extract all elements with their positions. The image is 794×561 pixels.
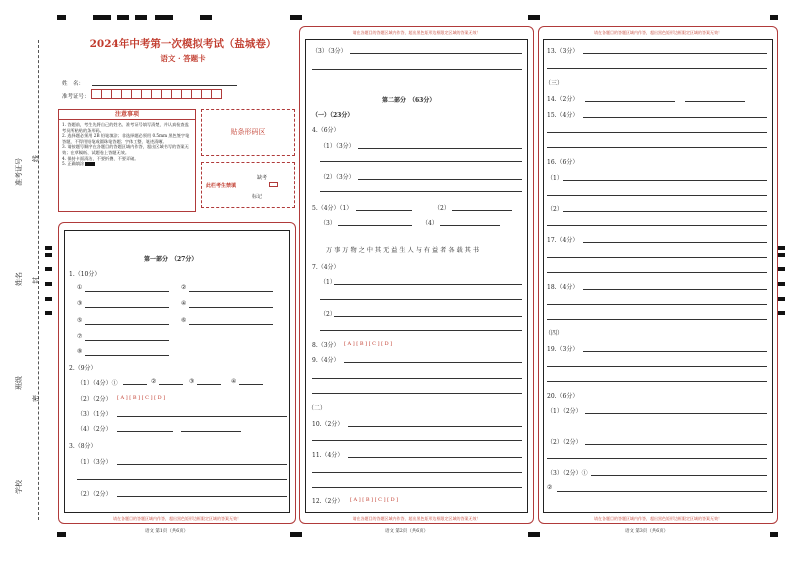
absent-mark-box[interactable] <box>269 182 278 187</box>
timing-mark <box>778 246 785 250</box>
timing-mark <box>778 311 785 315</box>
timing-mark <box>135 15 147 20</box>
answer-line[interactable] <box>117 464 287 465</box>
q2-3-label: （3）（1分） <box>77 411 112 418</box>
page-footer-1: 语文 第1页（共6页） <box>145 529 189 534</box>
answer-line[interactable] <box>547 458 767 459</box>
answer-line[interactable] <box>583 53 767 54</box>
timing-mark <box>528 532 540 537</box>
answer-line[interactable] <box>334 284 522 285</box>
q5-2-label: （2） <box>434 205 450 212</box>
answer-line[interactable] <box>344 362 522 363</box>
answer-line[interactable] <box>320 161 522 162</box>
answer-line[interactable] <box>547 366 767 367</box>
timing-mark <box>57 532 66 537</box>
margin-seal: 封 <box>32 277 40 284</box>
notes-item: 1. 答题前，考生先将自己的姓名、准考证号填写清楚，并认真检查监考员所粘贴的条形码。 <box>62 122 189 133</box>
q16-1-label: （1） <box>547 175 563 182</box>
q16-2-label: （2） <box>547 206 563 213</box>
timing-mark <box>200 15 212 20</box>
answer-line[interactable] <box>358 148 522 149</box>
answer-line[interactable] <box>312 378 522 379</box>
q13-label: 13.（3分） <box>547 48 579 55</box>
q7-2-label: （2） <box>320 311 336 318</box>
q2-2-label: （2）（2分） <box>77 396 112 403</box>
timing-mark <box>528 15 540 20</box>
exam-no-label: 准考证号： <box>62 94 90 100</box>
q10-label: 10.（2分） <box>312 421 344 428</box>
answer-line[interactable] <box>312 487 522 488</box>
timing-mark <box>155 15 173 20</box>
name-label: 姓 名： <box>62 81 85 87</box>
section-2-label: （二） <box>308 405 327 412</box>
answer-line[interactable] <box>591 475 767 476</box>
q14-label: 14.（2分） <box>547 96 579 103</box>
answer-line[interactable] <box>117 431 173 432</box>
answer-line[interactable] <box>312 69 522 70</box>
answer-line[interactable] <box>547 381 767 382</box>
notice-top: 请在各题目的答题区域内作答，超出黑色矩形边框限定区域的答案无效！ <box>352 30 481 35</box>
notice-bottom: 请在各题目的答题区域内作答，超出黑色矩形边框限定区域的答案无效！ <box>113 516 241 521</box>
answer-line[interactable] <box>77 479 287 480</box>
answer-line[interactable] <box>123 384 147 385</box>
q17-label: 17.（4分） <box>547 237 579 244</box>
exam-no-boxes[interactable] <box>92 89 222 101</box>
section-3-label: （三） <box>545 80 564 87</box>
page-title: 2024年中考第一次模拟考试（盐城卷） <box>89 38 277 50</box>
answer-line[interactable] <box>334 316 522 317</box>
q20-3-label: （3）（2分）① <box>547 470 588 477</box>
timing-mark <box>45 267 52 271</box>
q1-item: ⑧ <box>77 348 83 355</box>
answer-line[interactable] <box>547 68 767 69</box>
timing-mark <box>770 532 778 537</box>
notes-title: 注意事项 <box>59 110 195 120</box>
notice-bottom: 请在各题目的答题区域内作答，超出黑色矩形边框限定区域的答案无效！ <box>352 516 481 521</box>
answer-line[interactable] <box>312 393 522 394</box>
q2-1-label: （1）（4分）① <box>77 380 118 387</box>
part1-title: 第一部分 （27分） <box>144 256 198 263</box>
answer-line[interactable] <box>312 440 522 441</box>
answer-line[interactable] <box>452 210 512 211</box>
q8-choices[interactable]: [ A ] [ B ] [ C ] [ D ] <box>344 341 393 347</box>
timing-mark <box>778 282 785 286</box>
q7-1-label: （1） <box>320 279 336 286</box>
q-top-label: （3）（3分） <box>312 48 347 55</box>
answer-line[interactable] <box>85 324 169 325</box>
name-field[interactable] <box>92 85 237 86</box>
answer-line[interactable] <box>85 340 169 341</box>
answer-line[interactable] <box>85 291 169 292</box>
section-1-label: （一）（23分） <box>312 112 354 119</box>
answer-line[interactable] <box>440 225 500 226</box>
q9-label: 9.（4分） <box>312 357 340 364</box>
q4-1-label: （1）（3分） <box>320 143 355 150</box>
q6-sentence: 万 事 万 物 之 中 其 无 益 生 人 与 有 益 者 各 载 其 书 <box>326 247 479 254</box>
q4-2-label: （2）（3分） <box>320 174 355 181</box>
absent-box <box>201 162 295 208</box>
absent-mark-label-2: 标记 <box>252 194 263 200</box>
q1-item: ③ <box>77 300 83 307</box>
q11-label: 11.（4分） <box>312 452 344 459</box>
answer-line[interactable] <box>547 195 767 196</box>
answer-line[interactable] <box>320 299 522 300</box>
notes-item: 2. 选择题必须用 2B 铅笔填涂；非选择题必须用 0.5mm 黑色签字笔答题，不得用铅笔或圆珠笔答题；字体工整、笔迹清晰。 <box>62 133 190 144</box>
answer-line[interactable] <box>350 53 522 54</box>
q5-4-label: （4） <box>422 220 438 227</box>
answer-line[interactable] <box>181 431 241 432</box>
barcode-label: 贴条形码区 <box>230 128 266 136</box>
margin-secret: 密 <box>32 395 40 402</box>
notes-box <box>58 109 196 212</box>
answer-line[interactable] <box>312 472 522 473</box>
answer-line[interactable] <box>348 457 522 458</box>
margin-exam-no: 准考证号 <box>15 158 23 186</box>
answer-line[interactable] <box>547 147 767 148</box>
timing-mark <box>778 267 785 271</box>
answer-line[interactable] <box>585 101 675 102</box>
q7-label: 7.（4分） <box>312 264 340 271</box>
answer-line[interactable] <box>583 242 767 243</box>
notes-item: 3. 请按题号顺序在各题目的答题区域内作答，超出区域书写的答案无效；在草稿纸、试题卷上答题无效。 <box>62 144 189 155</box>
timing-mark <box>45 311 52 315</box>
answer-line[interactable] <box>547 319 767 320</box>
q3-label: 3.（8分） <box>69 443 97 450</box>
q2-2-choices[interactable]: [ A ] [ B ] [ C ] [ D ] <box>117 395 166 401</box>
timing-mark <box>290 532 302 537</box>
q5-3-label: （3） <box>320 220 336 227</box>
q1-item: ⑥ <box>181 317 187 324</box>
timing-mark <box>57 15 66 20</box>
answer-line[interactable] <box>338 225 412 226</box>
notice-top: 请在各题目的答题区域内作答，超出黑色矩形边框限定区域的答案无效！ <box>594 30 722 35</box>
margin-line: 线 <box>32 155 40 162</box>
section-4-label: （四） <box>545 330 564 337</box>
q20-2-label: （2）（2分） <box>547 439 582 446</box>
q1-item: ① <box>77 284 83 291</box>
page-footer-3: 语文 第3页（共6页） <box>625 529 669 534</box>
q1-item: ④ <box>181 300 187 307</box>
q4-label: 4.（6分） <box>312 127 340 134</box>
notice-bottom: 请在各题目的答题区域内作答，超出黑色矩形边框限定区域的答案无效！ <box>594 516 722 521</box>
q1-label: 1.（10分） <box>69 271 101 278</box>
answer-line[interactable] <box>547 272 767 273</box>
q2-label: 2.（9分） <box>69 365 97 372</box>
answer-line[interactable] <box>356 210 412 211</box>
timing-mark <box>45 282 52 286</box>
answer-line[interactable] <box>685 101 745 102</box>
q1-item: ⑤ <box>77 317 83 324</box>
answer-line[interactable] <box>547 304 767 305</box>
answer-line[interactable] <box>85 307 169 308</box>
answer-panel-2 <box>299 26 534 524</box>
answer-line[interactable] <box>320 330 522 331</box>
page-subtitle: 语文 · 答题卡 <box>160 54 206 63</box>
answer-line[interactable] <box>189 291 273 292</box>
answer-line[interactable] <box>563 180 767 181</box>
margin-class: 班级 <box>15 376 23 390</box>
notes-item: 4. 保持卡面清洁，不要折叠、不要弄破。 <box>62 155 139 161</box>
q2-4-label: （4）（2分） <box>77 426 112 433</box>
q19-label: 19.（3分） <box>547 346 579 353</box>
q20-label: 20.（6分） <box>547 393 579 400</box>
barcode-area <box>201 109 295 156</box>
answer-line[interactable] <box>239 384 263 385</box>
answer-line[interactable] <box>189 324 273 325</box>
timing-mark <box>45 246 52 250</box>
q2-1-item: ④ <box>231 378 237 385</box>
answer-panel-1 <box>58 222 296 524</box>
timing-mark <box>117 15 129 20</box>
answer-line[interactable] <box>583 117 767 118</box>
timing-mark <box>93 15 111 20</box>
answer-line[interactable] <box>557 491 767 492</box>
answer-line[interactable] <box>563 211 767 212</box>
margin-school: 学校 <box>15 480 23 494</box>
answer-line[interactable] <box>117 416 287 417</box>
q1-item: ② <box>181 284 187 291</box>
answer-line[interactable] <box>348 426 522 427</box>
q12-choices[interactable]: [ A ] [ B ] [ C ] [ D ] <box>350 497 399 503</box>
answer-line[interactable] <box>583 351 767 352</box>
q2-1-item: ③ <box>189 378 195 385</box>
q18-label: 18.（4分） <box>547 284 579 291</box>
answer-line[interactable] <box>189 307 273 308</box>
q16-label: 16.（6分） <box>547 159 579 166</box>
notes-item-fill-example: 5. 正确填涂 <box>62 161 192 167</box>
answer-line[interactable] <box>583 289 767 290</box>
page-footer-2: 语文 第2页（共6页） <box>385 529 429 534</box>
answer-line[interactable] <box>547 225 767 226</box>
q12-label: 12.（2分） <box>312 498 344 505</box>
q1-item: ⑦ <box>77 333 83 340</box>
timing-mark <box>45 297 52 301</box>
answer-line[interactable] <box>320 191 522 192</box>
margin-name: 姓名 <box>15 272 23 286</box>
answer-line[interactable] <box>197 384 221 385</box>
answer-line[interactable] <box>547 257 767 258</box>
answer-line[interactable] <box>585 444 767 445</box>
answer-line[interactable] <box>358 179 522 180</box>
q3-1-label: （1）（3分） <box>77 459 112 466</box>
q5-label: 5.（4分）（1） <box>312 205 353 212</box>
q2-1-item: ② <box>151 378 157 385</box>
q3-2-label: （2）（2分） <box>77 491 112 498</box>
timing-mark <box>290 15 302 20</box>
timing-mark <box>770 15 778 20</box>
q20-3-item: ② <box>547 484 553 491</box>
answer-line[interactable] <box>85 355 169 356</box>
absent-mark-label-1: 缺考 <box>257 175 268 181</box>
answer-line[interactable] <box>159 384 183 385</box>
answer-panel-3 <box>538 26 778 524</box>
q8-label: 8.（3分） <box>312 342 340 349</box>
timing-mark <box>778 297 785 301</box>
absent-label: 此栏考生禁填 <box>206 183 237 189</box>
timing-mark <box>778 253 785 257</box>
q15-label: 15.（4分） <box>547 112 579 119</box>
part2-title: 第二部分 （63分） <box>382 97 436 104</box>
answer-line[interactable] <box>585 413 767 414</box>
answer-line[interactable] <box>547 132 767 133</box>
answer-line[interactable] <box>117 496 287 497</box>
q20-1-label: （1）（2分） <box>547 408 582 415</box>
timing-mark <box>45 253 52 257</box>
